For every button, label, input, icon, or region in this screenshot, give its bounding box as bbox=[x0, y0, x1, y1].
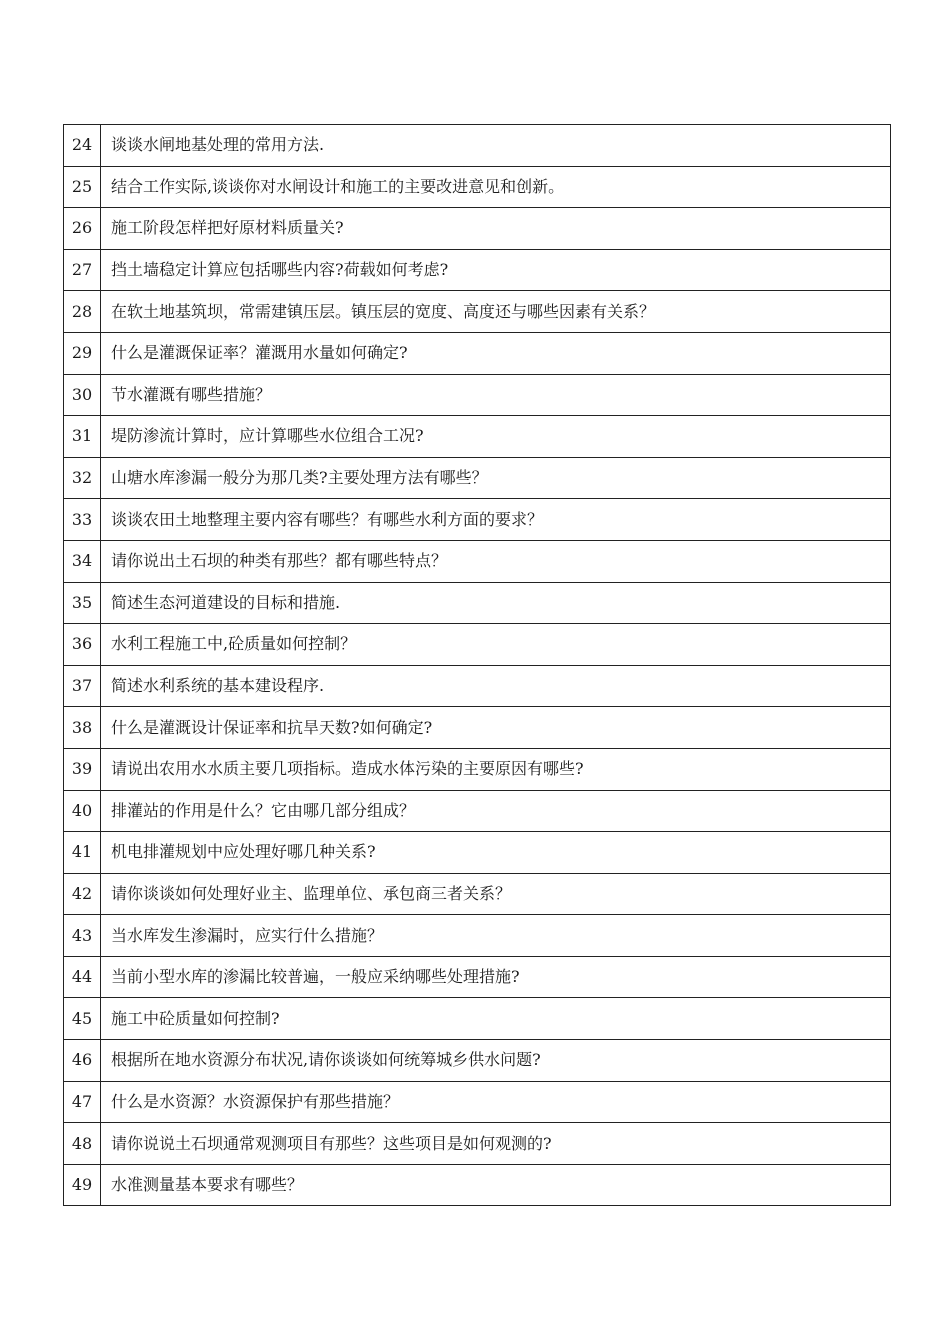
question-text: 堤防渗流计算时，应计算哪些水位组合工况? bbox=[101, 416, 891, 458]
question-number: 26 bbox=[64, 208, 101, 250]
question-number: 32 bbox=[64, 457, 101, 499]
question-number: 33 bbox=[64, 499, 101, 541]
question-text: 结合工作实际,谈谈你对水闸设计和施工的主要改进意见和创新。 bbox=[101, 166, 891, 208]
question-number: 40 bbox=[64, 790, 101, 832]
question-number: 28 bbox=[64, 291, 101, 333]
question-table bbox=[63, 124, 891, 1206]
question-text: 山塘水库渗漏一般分为那几类?主要处理方法有哪些？ bbox=[101, 457, 891, 499]
question-row bbox=[64, 499, 891, 541]
question-row bbox=[64, 1164, 891, 1206]
question-row bbox=[64, 998, 891, 1040]
question-row bbox=[64, 832, 891, 874]
question-row bbox=[64, 582, 891, 624]
question-row bbox=[64, 332, 891, 374]
question-text: 谈谈农田土地整理主要内容有哪些？有哪些水利方面的要求？ bbox=[101, 499, 891, 541]
question-row bbox=[64, 540, 891, 582]
question-row bbox=[64, 249, 891, 291]
question-row bbox=[64, 125, 891, 167]
question-text: 水利工程施工中,砼质量如何控制？ bbox=[101, 624, 891, 666]
question-text: 当水库发生渗漏时，应实行什么措施？ bbox=[101, 915, 891, 957]
question-number: 45 bbox=[64, 998, 101, 1040]
question-number: 35 bbox=[64, 582, 101, 624]
question-text: 谈谈水闸地基处理的常用方法. bbox=[101, 125, 891, 167]
question-text: 当前小型水库的渗漏比较普遍，一般应采纳哪些处理措施? bbox=[101, 956, 891, 998]
question-number: 41 bbox=[64, 832, 101, 874]
question-text: 节水灌溉有哪些措施？ bbox=[101, 374, 891, 416]
question-text: 水准测量基本要求有哪些？ bbox=[101, 1164, 891, 1206]
question-row bbox=[64, 707, 891, 749]
question-row bbox=[64, 1040, 891, 1082]
question-row bbox=[64, 915, 891, 957]
question-number: 43 bbox=[64, 915, 101, 957]
question-text: 根据所在地水资源分布状况,请你谈谈如何统筹城乡供水问题? bbox=[101, 1040, 891, 1082]
question-row bbox=[64, 665, 891, 707]
question-text: 什么是水资源？水资源保护有那些措施？ bbox=[101, 1081, 891, 1123]
question-row bbox=[64, 1123, 891, 1165]
question-number: 30 bbox=[64, 374, 101, 416]
question-row bbox=[64, 374, 891, 416]
question-text: 机电排灌规划中应处理好哪几种关系? bbox=[101, 832, 891, 874]
question-row bbox=[64, 457, 891, 499]
question-number: 42 bbox=[64, 873, 101, 915]
question-text: 简述水利系统的基本建设程序. bbox=[101, 665, 891, 707]
question-text: 请说出农用水水质主要几项指标。造成水体污染的主要原因有哪些? bbox=[101, 748, 891, 790]
question-number: 39 bbox=[64, 748, 101, 790]
question-text: 请你谈谈如何处理好业主、监理单位、承包商三者关系？ bbox=[101, 873, 891, 915]
question-row bbox=[64, 208, 891, 250]
question-text: 简述生态河道建设的目标和措施. bbox=[101, 582, 891, 624]
question-number: 29 bbox=[64, 332, 101, 374]
question-number: 36 bbox=[64, 624, 101, 666]
question-number: 49 bbox=[64, 1164, 101, 1206]
question-text: 什么是灌溉设计保证率和抗旱天数?如何确定? bbox=[101, 707, 891, 749]
question-row bbox=[64, 790, 891, 832]
question-row bbox=[64, 873, 891, 915]
question-number: 38 bbox=[64, 707, 101, 749]
question-row bbox=[64, 291, 891, 333]
question-row bbox=[64, 416, 891, 458]
question-number: 44 bbox=[64, 956, 101, 998]
question-row bbox=[64, 624, 891, 666]
question-row bbox=[64, 166, 891, 208]
question-text: 请你说出土石坝的种类有那些？都有哪些特点？ bbox=[101, 540, 891, 582]
question-text: 在软土地基筑坝，常需建镇压层。镇压层的宽度、高度还与哪些因素有关系？ bbox=[101, 291, 891, 333]
question-row bbox=[64, 748, 891, 790]
question-number: 47 bbox=[64, 1081, 101, 1123]
question-number: 46 bbox=[64, 1040, 101, 1082]
question-number: 37 bbox=[64, 665, 101, 707]
question-row bbox=[64, 1081, 891, 1123]
question-number: 27 bbox=[64, 249, 101, 291]
question-number: 34 bbox=[64, 540, 101, 582]
question-text: 什么是灌溉保证率？灌溉用水量如何确定? bbox=[101, 332, 891, 374]
question-number: 24 bbox=[64, 125, 101, 167]
question-row bbox=[64, 956, 891, 998]
question-number: 48 bbox=[64, 1123, 101, 1165]
question-number: 31 bbox=[64, 416, 101, 458]
question-table-body bbox=[64, 125, 891, 1206]
question-text: 请你说说土石坝通常观测项目有那些？这些项目是如何观测的? bbox=[101, 1123, 891, 1165]
question-text: 挡土墙稳定计算应包括哪些内容?荷载如何考虑? bbox=[101, 249, 891, 291]
question-number: 25 bbox=[64, 166, 101, 208]
question-text: 排灌站的作用是什么？它由哪几部分组成？ bbox=[101, 790, 891, 832]
question-text: 施工中砼质量如何控制? bbox=[101, 998, 891, 1040]
question-text: 施工阶段怎样把好原材料质量关? bbox=[101, 208, 891, 250]
